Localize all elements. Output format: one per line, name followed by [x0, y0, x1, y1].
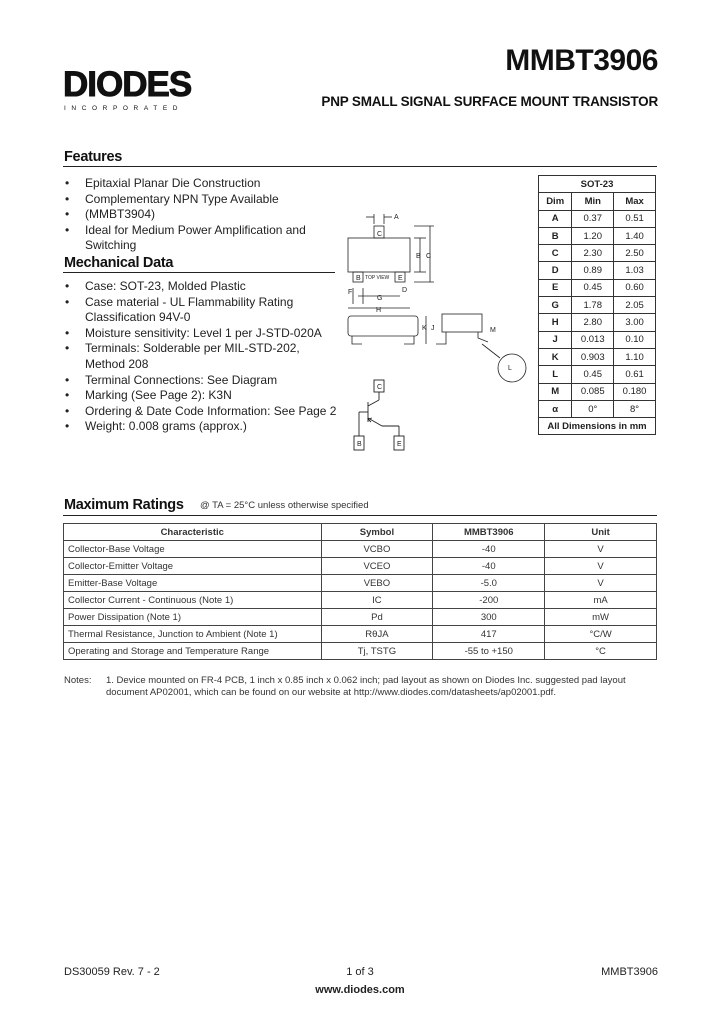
- dim-max-cell: 3.00: [614, 314, 656, 331]
- list-item: • (MMBT3904): [63, 207, 333, 223]
- list-item: • Ordering & Date Code Information: See Page 2: [63, 404, 338, 420]
- mr-characteristic-cell: Collector Current - Continuous (Note 1): [64, 592, 322, 609]
- top-view-label: TOP VIEW: [365, 275, 390, 281]
- mr-col-symbol: Symbol: [321, 524, 433, 541]
- features-rule: [63, 166, 657, 167]
- mr-characteristic-cell: Thermal Resistance, Junction to Ambient (Note 1): [64, 626, 322, 643]
- list-item: • Ideal for Medium Power Amplification and Switching: [63, 223, 333, 254]
- table-row: [64, 592, 657, 609]
- mr-col-unit: Unit: [545, 524, 657, 541]
- max-ratings-rule: [63, 515, 657, 516]
- mr-unit-cell: mA: [545, 592, 657, 609]
- table-row: [64, 643, 657, 660]
- dim-min-cell: 0.89: [572, 262, 614, 279]
- mr-symbol-cell: VEBO: [321, 575, 433, 592]
- footer-website[interactable]: www.diodes.com: [315, 984, 405, 996]
- mr-unit-cell: °C/W: [545, 626, 657, 643]
- mechanical-list: [63, 279, 338, 435]
- dim-label-b: B: [416, 253, 421, 260]
- features-heading: Features: [64, 149, 123, 165]
- dim-name-cell: C: [539, 245, 572, 262]
- logo-wordmark: DIODES: [63, 66, 192, 104]
- dim-max-cell: 1.03: [614, 262, 656, 279]
- dim-min-cell: 0.085: [572, 383, 614, 400]
- mr-characteristic-cell: Collector-Base Voltage: [64, 541, 322, 558]
- list-item: • Terminal Connections: See Diagram: [63, 373, 338, 389]
- table-row: [64, 575, 657, 592]
- schematic-pin-c: C: [377, 384, 383, 391]
- dim-label-g: G: [377, 295, 383, 302]
- dim-name-cell: A: [539, 210, 572, 227]
- pin-label-b: B: [356, 275, 361, 282]
- mr-value-cell: -200: [433, 592, 545, 609]
- table-row: [539, 366, 656, 383]
- schematic-pin-b: B: [357, 441, 362, 448]
- max-ratings-condition: @ TA = 25°C unless otherwise specified: [200, 500, 369, 511]
- mr-characteristic-cell: Emitter-Base Voltage: [64, 575, 322, 592]
- table-row: [64, 609, 657, 626]
- dim-col-dim: Dim: [539, 193, 572, 210]
- pin-label-c: C: [377, 231, 383, 238]
- dim-max-cell: 8°: [614, 400, 656, 417]
- dim-label-a: A: [394, 214, 399, 221]
- end-view-body: [442, 314, 482, 332]
- dim-label-l: L: [508, 365, 512, 372]
- dim-name-cell: α: [539, 400, 572, 417]
- dim-label-j: J: [431, 325, 435, 332]
- features-list: [63, 176, 333, 254]
- table-row: [539, 331, 656, 348]
- dim-max-cell: 0.10: [614, 331, 656, 348]
- mr-value-cell: 417: [433, 626, 545, 643]
- diodes-logo: [63, 66, 233, 114]
- mr-symbol-cell: Tj, TSTG: [321, 643, 433, 660]
- dim-name-cell: E: [539, 279, 572, 296]
- table-row: [539, 227, 656, 244]
- dim-label-d: D: [402, 287, 408, 294]
- dim-name-cell: D: [539, 262, 572, 279]
- note-1: 1. Device mounted on FR-4 PCB, 1 inch x 0.85 inch x 0.062 inch; pad layout as shown on Diodes Inc. suggested pad layout document AP02001, which can be found on our website at http://www.diodes.com/datasheets/ap02001.pdf.: [106, 675, 626, 698]
- dim-name-cell: K: [539, 348, 572, 365]
- dim-max-cell: 2.05: [614, 297, 656, 314]
- mr-unit-cell: °C: [545, 643, 657, 660]
- table-row: [539, 383, 656, 400]
- dim-col-max: Max: [614, 193, 656, 210]
- mr-symbol-cell: RθJA: [321, 626, 433, 643]
- pin-schematic: [342, 376, 417, 456]
- list-item: • Weight: 0.008 grams (approx.): [63, 419, 338, 435]
- dim-min-cell: 0°: [572, 400, 614, 417]
- max-ratings-heading: Maximum Ratings: [64, 497, 184, 513]
- part-number-title: MMBT3906: [505, 44, 658, 77]
- list-item: • Complementary NPN Type Available: [63, 192, 333, 208]
- mr-value-cell: -40: [433, 558, 545, 575]
- mr-unit-cell: V: [545, 558, 657, 575]
- table-row: [539, 245, 656, 262]
- table-row: [64, 626, 657, 643]
- mr-col-value: MMBT3906: [433, 524, 545, 541]
- dim-label-c: C: [426, 253, 432, 260]
- mr-symbol-cell: VCBO: [321, 541, 433, 558]
- dim-min-cell: 1.20: [572, 227, 614, 244]
- table-row: [539, 314, 656, 331]
- dim-name-cell: G: [539, 297, 572, 314]
- mr-symbol-cell: Pd: [321, 609, 433, 626]
- table-row: [64, 541, 657, 558]
- list-item: • Moisture sensitivity: Level 1 per J-STD-020A: [63, 326, 338, 342]
- dim-min-cell: 2.30: [572, 245, 614, 262]
- dim-col-min: Min: [572, 193, 614, 210]
- mr-col-characteristic: Characteristic: [64, 524, 322, 541]
- mr-value-cell: -5.0: [433, 575, 545, 592]
- list-item: • Terminals: Solderable per MIL-STD-202, Method 208: [63, 341, 338, 372]
- dim-min-cell: 1.78: [572, 297, 614, 314]
- page-subtitle: PNP SMALL SIGNAL SURFACE MOUNT TRANSISTOR: [321, 94, 658, 109]
- footer-part: MMBT3906: [601, 966, 658, 978]
- mr-characteristic-cell: Power Dissipation (Note 1): [64, 609, 322, 626]
- dim-table-footer: All Dimensions in mm: [539, 418, 656, 435]
- top-view-body: [348, 238, 410, 272]
- dim-min-cell: 2.80: [572, 314, 614, 331]
- dim-table-package: SOT-23: [539, 176, 656, 193]
- dim-min-cell: 0.013: [572, 331, 614, 348]
- table-row: [539, 348, 656, 365]
- dim-label-f: F: [348, 289, 353, 296]
- pin-label-e: E: [398, 275, 403, 282]
- table-row: [64, 558, 657, 575]
- dim-name-cell: H: [539, 314, 572, 331]
- mr-symbol-cell: VCEO: [321, 558, 433, 575]
- dim-max-cell: 0.51: [614, 210, 656, 227]
- mr-symbol-cell: IC: [321, 592, 433, 609]
- dim-name-cell: M: [539, 383, 572, 400]
- mr-value-cell: 300: [433, 609, 545, 626]
- list-item: • Case material - UL Flammability Rating Classification 94V-0: [63, 295, 338, 326]
- dim-max-cell: 1.10: [614, 348, 656, 365]
- dim-label-h: H: [376, 307, 382, 314]
- notes-label: Notes:: [64, 675, 92, 686]
- mr-value-cell: -40: [433, 541, 545, 558]
- list-item: • Marking (See Page 2): K3N: [63, 388, 338, 404]
- logo-subtext: INCORPORATED: [64, 105, 184, 112]
- dim-name-cell: L: [539, 366, 572, 383]
- dim-label-k: K: [422, 325, 427, 332]
- mr-unit-cell: V: [545, 575, 657, 592]
- dim-name-cell: B: [539, 227, 572, 244]
- side-view-body: [348, 316, 418, 336]
- table-row: [539, 400, 656, 417]
- dim-max-cell: 2.50: [614, 245, 656, 262]
- mr-value-cell: -55 to +150: [433, 643, 545, 660]
- schematic-pin-e: E: [397, 441, 402, 448]
- dim-name-cell: J: [539, 331, 572, 348]
- dim-label-m: M: [490, 327, 496, 334]
- package-outline-drawing: [340, 208, 535, 398]
- table-row: [539, 297, 656, 314]
- mechanical-heading: Mechanical Data: [64, 255, 174, 271]
- max-ratings-table: [63, 523, 657, 660]
- footer-page: 1 of 3: [346, 966, 374, 978]
- table-row: [539, 279, 656, 296]
- dim-max-cell: 0.180: [614, 383, 656, 400]
- dim-min-cell: 0.37: [572, 210, 614, 227]
- dim-max-cell: 1.40: [614, 227, 656, 244]
- table-row: [539, 262, 656, 279]
- mr-characteristic-cell: Collector-Emitter Voltage: [64, 558, 322, 575]
- dim-min-cell: 0.903: [572, 348, 614, 365]
- dim-min-cell: 0.45: [572, 279, 614, 296]
- dim-max-cell: 0.60: [614, 279, 656, 296]
- dim-min-cell: 0.45: [572, 366, 614, 383]
- mr-unit-cell: V: [545, 541, 657, 558]
- footer-doc-number: DS30059 Rev. 7 - 2: [64, 966, 160, 978]
- dim-max-cell: 0.61: [614, 366, 656, 383]
- mechanical-rule: [63, 272, 335, 273]
- table-row: [539, 210, 656, 227]
- dimension-table: [538, 175, 656, 435]
- mr-characteristic-cell: Operating and Storage and Temperature Range: [64, 643, 322, 660]
- list-item: • Epitaxial Planar Die Construction: [63, 176, 333, 192]
- detail-circle: [498, 354, 526, 382]
- mr-unit-cell: mW: [545, 609, 657, 626]
- list-item: • Case: SOT-23, Molded Plastic: [63, 279, 338, 295]
